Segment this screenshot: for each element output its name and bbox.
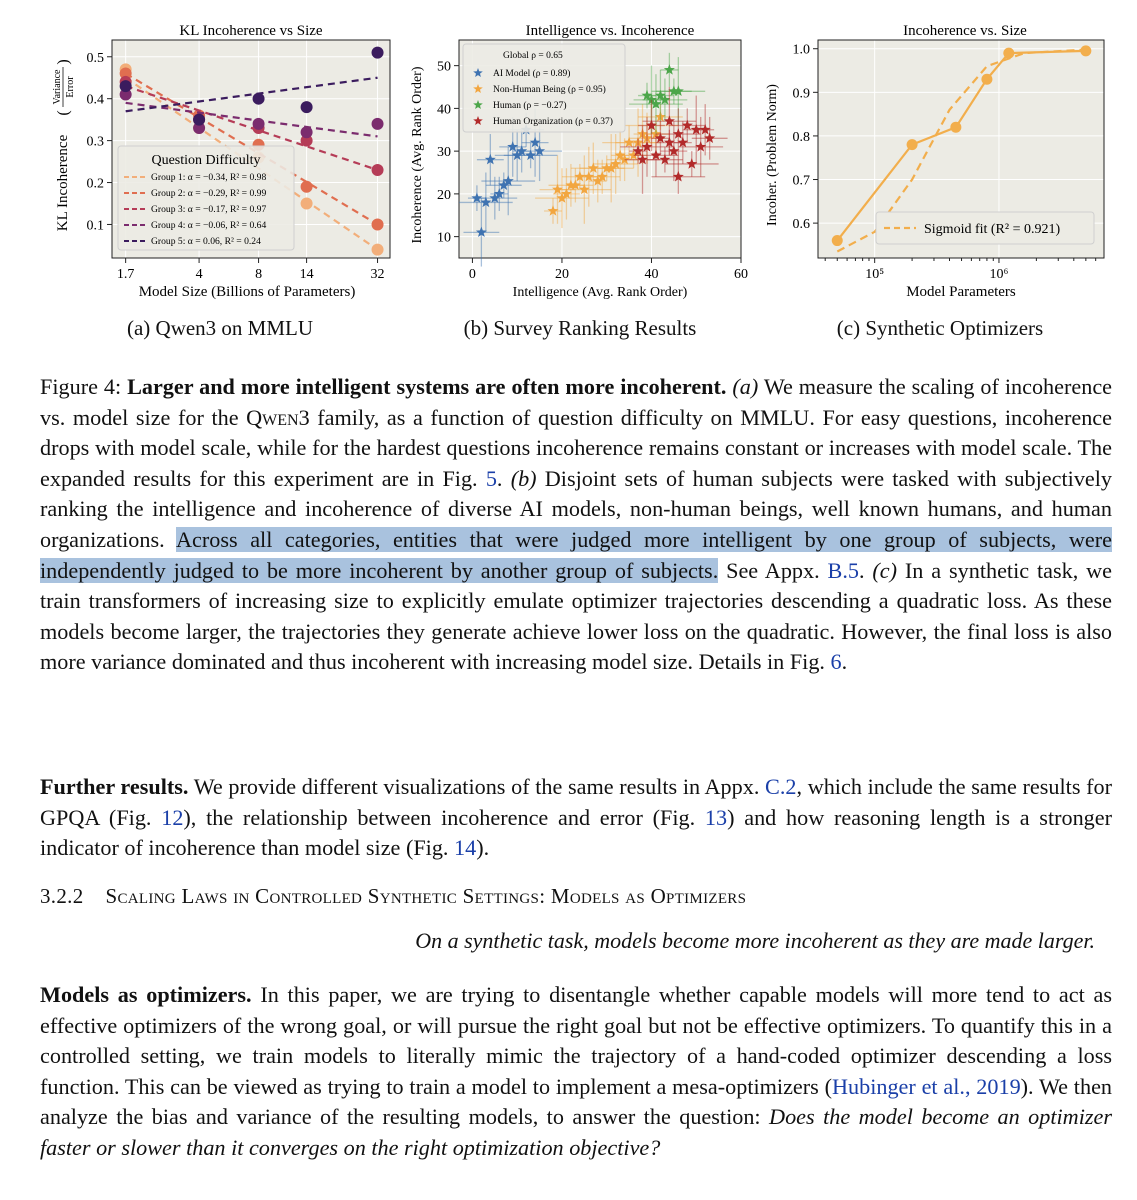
- chart-b-ylabel: Incoherence (Avg. Rank Order): [410, 66, 425, 244]
- chart-c-point: [1003, 48, 1014, 59]
- chart-c-legend-label: Sigmoid fit (R² = 0.921): [924, 222, 1061, 237]
- models-as-optimizers-heading: Models as optimizers.: [40, 982, 252, 1007]
- chart-b-ytick-label: 50: [437, 59, 451, 75]
- chart-c: [758, 22, 1113, 302]
- tag-c: (c): [872, 557, 898, 583]
- chart-a-point: [253, 93, 265, 105]
- chart-b-legend-label: Human (ρ = −0.27): [493, 101, 567, 111]
- subcaption-a: (a) Qwen3 on MMLU: [126, 316, 314, 340]
- chart-a-point: [301, 101, 313, 113]
- chart-c-point: [1080, 45, 1091, 56]
- chart-a-point: [120, 80, 132, 92]
- chart-a-ylabel: KL Incoherence: [55, 134, 71, 232]
- further-text-5: ).: [476, 835, 490, 861]
- chart-a-point: [372, 164, 384, 176]
- chart-c-point: [950, 122, 961, 133]
- chart-a-point: [193, 114, 205, 126]
- fig5-link[interactable]: 5: [485, 465, 497, 491]
- chart-a-ytick-label: 0.4: [86, 92, 104, 108]
- chart-a-point: [301, 126, 313, 138]
- chart-a-legend-label: Group 2: α = −0.29, R² = 0.99: [151, 188, 267, 199]
- further-text-2: , which include the same results for GPQA (Fig.: [40, 774, 1112, 830]
- chart-a-point: [301, 198, 313, 210]
- tag-b: (b): [510, 465, 537, 491]
- chart-a-point: [372, 47, 384, 59]
- highlighted-sentence: Across all categories, entities that were judged more intelligent by one group of subjects, were independently judged to be more incoherent by another group of subjects: [40, 526, 1112, 583]
- further-text-1: We provide different visualizations of the same results in Appx.: [193, 774, 760, 799]
- chart-a-legend-label: Group 1: α = −0.34, R² = 0.98: [151, 172, 267, 183]
- chart-a-ylabel-frac-den: Error: [65, 76, 76, 98]
- chart-a-xtick-label: 32: [370, 267, 385, 282]
- chart-b-ytick-label: 20: [437, 187, 451, 203]
- further-text-3: ), the relationship between incoherence and error (Fig.: [183, 804, 696, 830]
- chart-c-ytick-label: 0.7: [792, 173, 810, 189]
- chart-a-xtick-label: 8: [255, 267, 263, 282]
- chart-c-ytick-label: 0.6: [792, 217, 810, 233]
- chart-c-ytick-label: 0.8: [792, 129, 810, 145]
- chart-c-ytick-label: 0.9: [792, 86, 810, 102]
- chart-b: [405, 22, 750, 302]
- chart-a-legend-label: Group 5: α = 0.06, R² = 0.24: [151, 236, 261, 247]
- chart-c-xtick-label: 10⁶: [989, 267, 1009, 282]
- section-heading: [40, 884, 746, 909]
- chart-b-svg: [405, 22, 750, 302]
- chart-a-point: [372, 118, 384, 130]
- chart-a-legend-label: Group 4: α = −0.06, R² = 0.64: [151, 220, 267, 231]
- chart-c-point: [832, 235, 843, 246]
- further-results-heading: Further results.: [40, 774, 189, 799]
- chart-a-ytick-label: 0.3: [86, 134, 104, 150]
- figure-bold-title: Larger and more intelligent systems are often more incoherent.: [127, 374, 727, 399]
- chart-a-svg: [40, 22, 400, 302]
- chart-a-xtick-label: 4: [195, 267, 203, 282]
- chart-a-point: [372, 244, 384, 256]
- chart-b-xlabel: Intelligence (Avg. Rank Order): [512, 285, 688, 300]
- subcaption-b: (b) Survey Ranking Results: [463, 316, 697, 340]
- section-motto: On a synthetic task, models become more incoherent as they are made larger.: [415, 928, 1095, 953]
- chart-a-legend-label: Group 3: α = −0.17, R² = 0.97: [151, 204, 267, 215]
- chart-a-xtick-label: 1.7: [116, 267, 135, 282]
- chart-b-xtick-label: 40: [644, 267, 659, 282]
- chart-a-point: [372, 218, 384, 230]
- chart-b-ytick-label: 10: [437, 230, 451, 246]
- chart-a-point: [253, 118, 265, 130]
- fig6-link[interactable]: 6: [830, 649, 842, 675]
- chart-b-legend-label: Non-Human Being (ρ = 0.95): [493, 85, 606, 95]
- chart-a-ytick-label: 0.1: [86, 218, 104, 234]
- chart-b-xtick-label: 20: [554, 267, 569, 282]
- chart-a-legend-title: Question Difficulty: [151, 153, 261, 168]
- chart-a-xtick-label: 14: [299, 267, 314, 282]
- chart-a-ylabel-paren-open: (: [55, 110, 72, 116]
- chart-a-xlabel: Model Size (Billions of Parameters): [138, 284, 356, 300]
- tag-a: (a): [732, 374, 759, 399]
- chart-b-legend-label: Human Organization (ρ = 0.37): [493, 117, 613, 127]
- fig12-link[interactable]: 12: [161, 804, 184, 830]
- chart-b-ytick-label: 30: [437, 145, 451, 161]
- section-title: Scaling Laws in Controlled Synthetic Settings: Models as Optimizers: [105, 884, 747, 908]
- moa-question: Does the model become an optimizer faster or slower than it converges on the right optimization objective?: [40, 1104, 1112, 1160]
- chart-c-point: [907, 139, 918, 150]
- chart-b-xtick-label: 60: [734, 267, 748, 282]
- figure-caption: Figure 4: Larger and more intelligent systems are often more incoherent. (a) We measure the scaling of incoherence vs. model size for the Qwen3 family, as a function of question difficulty on MMLU. For easy questions, incoherence drops with model scale, while for the hardest questions incoherence remains constant or increases with model scale. The expanded results for this experiment are in Fig. 5. (b) Disjoint sets of human subjects were tasked with subjectively ranking the intelligence and incoherence of diverse AI models, non-human beings, well known humans, and human organizations. Across all categories, entities that were judged more intelligent by one group of subjects, were independently judged to be more incoherent by another group of subjects. See Appx. B.5. (c) In a synthetic task, we train transformers of increasing size to explicitly emulate optimizer trajectories descending a quadratic loss. As these models become larger, the trajectories they generate achieve lower loss on the quadratic. However, the final loss is also more variance dominated and thus incoherent with increasing model size. Details in Fig. 6.: [40, 374, 1113, 675]
- further-results-paragraph: [40, 772, 1112, 864]
- chart-a-ytick-label: 0.2: [86, 176, 104, 192]
- chart-c-ylabel: Incoher. (Problem Norm): [765, 84, 780, 226]
- appx-b5-link[interactable]: B.5: [827, 557, 859, 583]
- chart-c-ytick-label: 1.0: [792, 42, 810, 58]
- chart-a-title: KL Incoherence vs Size: [179, 23, 323, 39]
- chart-c-point: [981, 74, 992, 85]
- chart-c-xlabel: Model Parameters: [906, 284, 1016, 300]
- chart-a-ylabel-frac-num: Variance: [52, 69, 63, 105]
- subcaption-c: (c) Synthetic Optimizers: [836, 316, 1044, 340]
- chart-c-title: Incoherence vs. Size: [903, 23, 1027, 39]
- chart-a-ylabel-paren-close: ): [55, 59, 72, 65]
- caption-b-text-2: See Appx.: [726, 557, 820, 583]
- highlighted-text[interactable]: Across all categories, entities that were judged more intelligent by one group of subjects, were independently judged to be more incoherent by another group of subjects.: [40, 526, 1112, 583]
- fig14-link[interactable]: 14: [454, 835, 477, 861]
- fig13-link[interactable]: 13: [704, 804, 728, 830]
- chart-a-point: [301, 181, 313, 193]
- chart-c-svg: [758, 22, 1113, 302]
- chart-a-ytick-label: 0.5: [86, 50, 104, 66]
- chart-c-xtick-label: 10⁵: [865, 267, 885, 282]
- chart-b-xtick-label: 0: [468, 267, 476, 282]
- chart-b-title: Intelligence vs. Incoherence: [525, 23, 695, 39]
- appx-c2-link[interactable]: C.2: [765, 774, 797, 799]
- chart-b-legend-label: AI Model (ρ = 0.89): [493, 69, 571, 79]
- caption-a-text-2: family, as a function of question difficulty on MMLU. For easy questions, incoherence drops with model scale, while for the hardest questions incoherence remains constant or increases with model scale. The expanded results for this experiment are in Fig.: [40, 404, 1113, 491]
- chart-a-ylabel-group: [52, 59, 76, 231]
- section-number: 3.2.2: [40, 884, 84, 908]
- moa-text-1: In this paper, we are trying to disentangle whether capable models will more tend to act as effective optimizers of the wrong goal, or will pursue the right goal but not be effective optimizers. To quantify this in a controlled setting, we train models to literally mimic the trajectory of a hand-coded optimizer descending a loss function. This can be viewed as trying to train a model to implement a mesa-optimizers (: [40, 982, 1112, 1099]
- figure-label: Figure 4:: [40, 374, 122, 399]
- hubinger-citation[interactable]: Hubinger et al., 2019: [831, 1073, 1021, 1099]
- further-text-4: ) and how reasoning length is a stronger indicator of incoherence than model size (Fig.: [40, 804, 1113, 861]
- moa-text-2: ). We then analyze the bias and variance of the resulting models, to answer the question:: [40, 1073, 1113, 1130]
- caption-a-text-1: We measure the scaling of incoherence vs. model size for the: [40, 374, 1113, 430]
- chart-b-legend-title: Global ρ = 0.65: [503, 51, 563, 61]
- caption-b-text-1: Disjoint sets of human subjects were tasked with subjectively ranking the intelligence and incoherence of diverse AI models, non-human beings, well known humans, and human organizations.: [40, 465, 1113, 552]
- chart-b-ytick-label: 40: [437, 102, 451, 118]
- qwen-name: Qwen3: [246, 404, 310, 430]
- caption-c-text: In a synthetic task, we train transformers of increasing size to explicitly emulate optimizer trajectories descending a quadratic loss. As these models become larger, the trajectories they generate achieve lower loss on the quadratic. However, the final loss is also more variance dominated and thus incoherent with increasing model size. Details in Fig.: [40, 557, 1113, 675]
- models-as-optimizers-paragraph: [40, 980, 1112, 1164]
- chart-a: [40, 22, 400, 302]
